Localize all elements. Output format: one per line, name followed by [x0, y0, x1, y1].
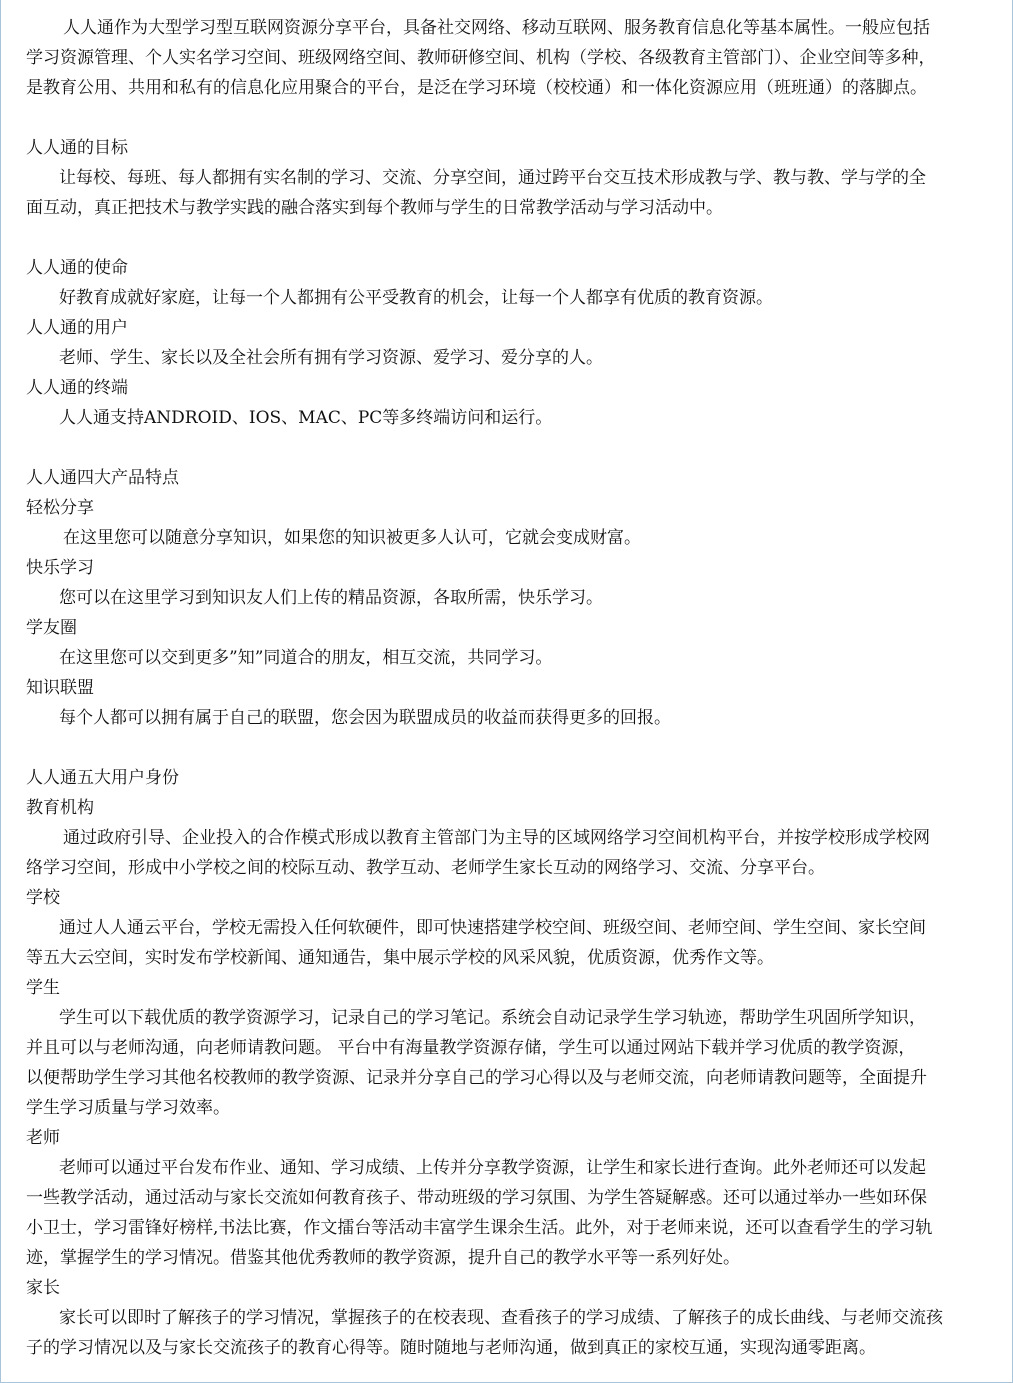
- identity-line: 通过人人通云平台，学校无需投入任何软硬件，即可快速搭建学校空间、班级空间、老师空间、学生空间、家长空间: [59, 918, 926, 938]
- intro-line: 学习资源管理、个人实名学习空间、班级网络空间、教师研修空间、机构（学校、各级教育主管部门）、企业空间等多种，: [26, 48, 936, 68]
- identity-line: 一些教学活动，通过活动与家长交流如何教育孩子、带动班级的学习氛围、为学生答疑解惑。还可以通过举办一些如环保: [26, 1188, 927, 1208]
- identity-line: 老师可以通过平台发布作业、通知、学习成绩、上传并分享教学资源，让学生和家长进行查询。此外老师还可以发起: [59, 1158, 926, 1178]
- identity-title: 学生: [26, 978, 60, 998]
- goal-heading: 人人通的目标: [26, 138, 128, 158]
- identity-line: 迹，掌握学生的学习情况。借鉴其他优秀教师的教学资源，提升自己的教学水平等一系列好处。: [26, 1248, 740, 1268]
- identity-line: 学生可以下载优质的教学资源学习，记录自己的学习笔记。系统会自动记录学生学习轨迹，帮助学生巩固所学知识，: [59, 1008, 926, 1028]
- identity-line: 以便帮助学生学习其他名校教师的教学资源、记录并分享自己的学习心得以及与老师交流，向老师请教问题等，全面提升: [26, 1068, 927, 1088]
- identity-line: 小卫士，学习雷锋好榜样,书法比赛，作文擂台等活动丰富学生课余生活。此外，对于老师来说，还可以查看学生的学习轨: [26, 1218, 933, 1238]
- goal-line: 面互动，真正把技术与教学实践的融合落实到每个教师与学生的日常教学活动与学习活动中。: [26, 198, 723, 218]
- identity-line: 并且可以与老师沟通，向老师请教问题。 平台中有海量教学资源存储，学生可以通过网站下载并学习优质的教学资源，: [26, 1038, 916, 1058]
- identities-heading: 人人通五大用户身份: [26, 768, 179, 788]
- intro-line: 是教育公用、共用和私有的信息化应用聚合的平台，是泛在学习环境（校校通）和一体化资源应用（班班通）的落脚点。: [26, 78, 927, 98]
- blank-line: [26, 223, 992, 253]
- terminals-text: 人人通支持ANDROID、IOS、MAC、PC等多终端访问和运行。: [59, 408, 553, 428]
- mission-text: 好教育成就好家庭，让每一个人都拥有公平受教育的机会，让每一个人都享有优质的教育资源。: [59, 288, 773, 308]
- feature-text: 您可以在这里学习到知识友人们上传的精品资源，各取所需，快乐学习。: [59, 588, 603, 608]
- feature-title: 知识联盟: [26, 678, 94, 698]
- identity-line: 学生学习质量与学习效率。: [26, 1098, 230, 1118]
- feature-title: 轻松分享: [26, 498, 94, 518]
- identity-title: 家长: [26, 1278, 60, 1298]
- feature-title: 快乐学习: [26, 558, 94, 578]
- users-text: 老师、学生、家长以及全社会所有拥有学习资源、爱学习、爱分享的人。: [59, 348, 603, 368]
- identity-line: 通过政府引导、企业投入的合作模式形成以教育主管部门为主导的区域网络学习空间机构平台，并按学校形成学校网: [63, 828, 930, 848]
- identity-line: 家长可以即时了解孩子的学习情况，掌握孩子的在校表现、查看孩子的学习成绩、了解孩子的成长曲线、与老师交流孩: [59, 1308, 943, 1328]
- identity-title: 学校: [26, 888, 60, 908]
- users-heading: 人人通的用户: [26, 318, 128, 338]
- feature-title: 学友圈: [26, 618, 77, 638]
- blank-line: [26, 733, 992, 763]
- blank-line: [26, 433, 992, 463]
- identity-line: 等五大云空间，实时发布学校新闻、通知通告，集中展示学校的风采风貌，优质资源，优秀作文等。: [26, 948, 774, 968]
- identity-line: 子的学习情况以及与家长交流孩子的教育心得等。随时随地与老师沟通，做到真正的家校互通，实现沟通零距离。: [26, 1338, 876, 1358]
- identity-title: 教育机构: [26, 798, 94, 818]
- feature-text: 每个人都可以拥有属于自己的联盟，您会因为联盟成员的收益而获得更多的回报。: [59, 708, 671, 728]
- features-heading: 人人通四大产品特点: [26, 468, 179, 488]
- feature-text: 在这里您可以随意分享知识，如果您的知识被更多人认可，它就会变成财富。: [63, 528, 641, 548]
- mission-heading: 人人通的使命: [26, 258, 128, 278]
- identity-line: 络学习空间，形成中小学校之间的校际互动、教学互动、老师学生家长互动的网络学习、交流、分享平台。: [26, 858, 825, 878]
- intro-line: 人人通作为大型学习型互联网资源分享平台，具备社交网络、移动互联网、服务教育信息化等基本属性。一般应包括: [63, 18, 930, 38]
- goal-line: 让每校、每班、每人都拥有实名制的学习、交流、分享空间，通过跨平台交互技术形成教与学、教与教、学与学的全: [59, 168, 926, 188]
- feature-text: 在这里您可以交到更多”知”同道合的朋友，相互交流，共同学习。: [59, 648, 553, 668]
- blank-line: [26, 103, 992, 133]
- identity-title: 老师: [26, 1128, 60, 1148]
- terminals-heading: 人人通的终端: [26, 378, 128, 398]
